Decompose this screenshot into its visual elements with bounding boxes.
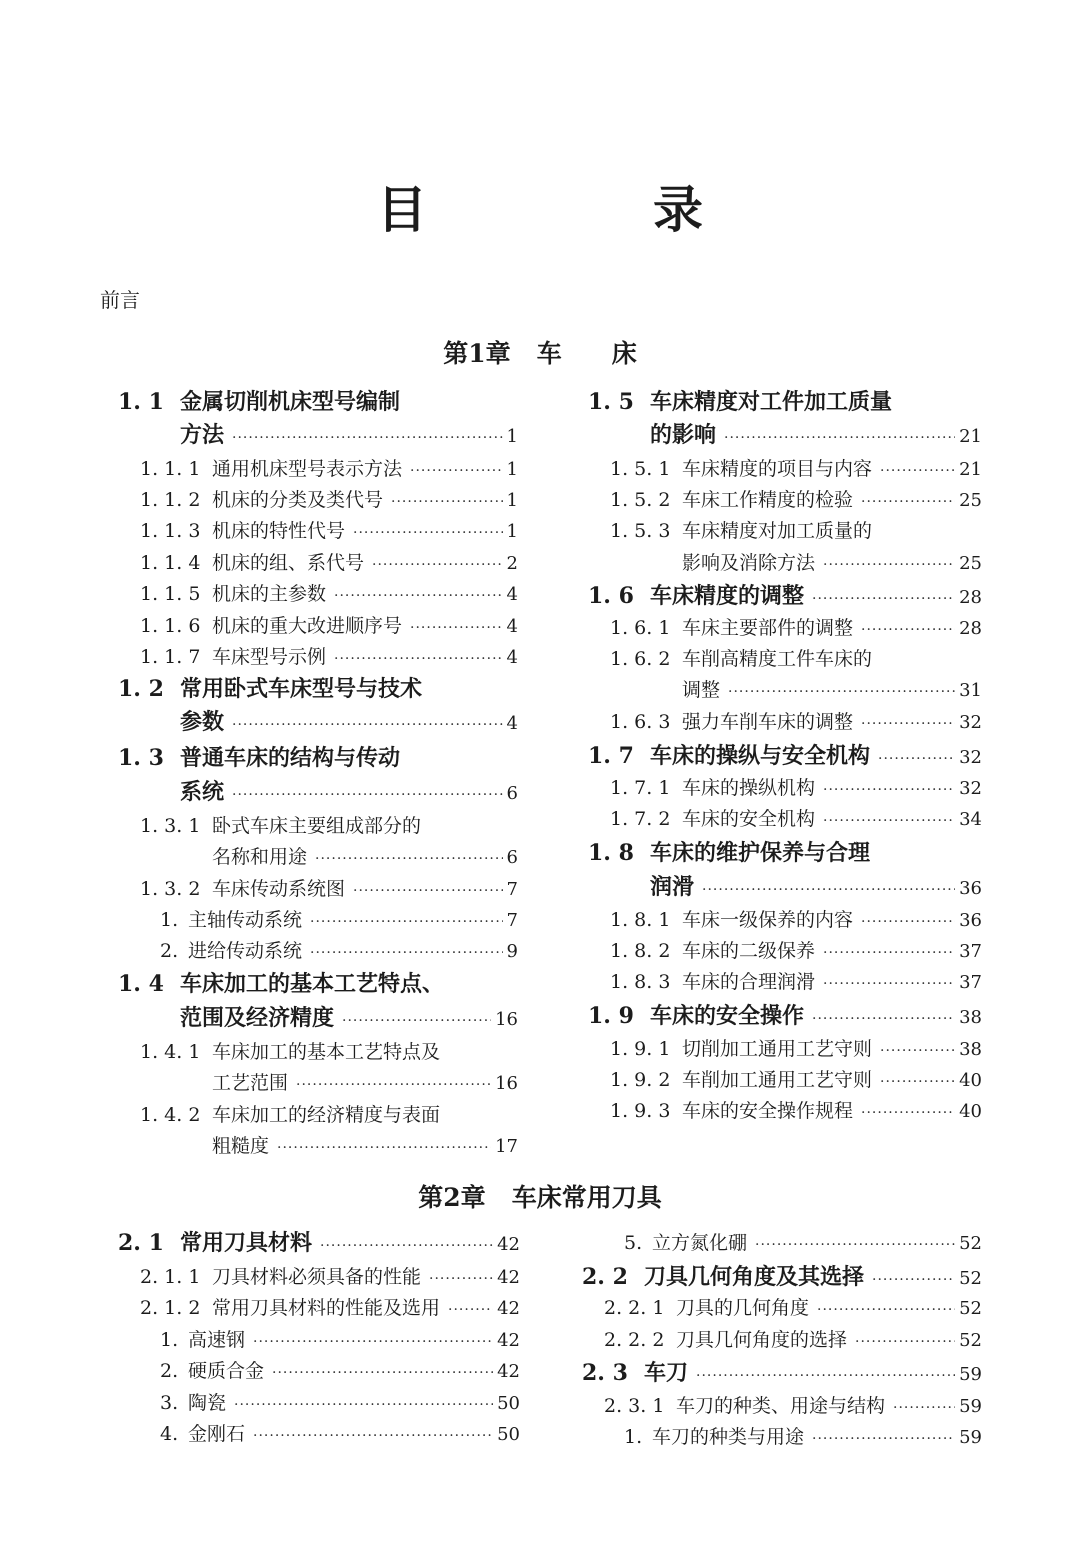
entry-number: 2. 1. 2 [140, 1297, 201, 1319]
dot-leader [372, 552, 503, 578]
entry-number: 2. 1. 1 [140, 1266, 201, 1288]
dot-leader [410, 615, 503, 641]
dot-leader [861, 1100, 955, 1126]
entry-title: 车床的合理润滑 [682, 971, 816, 993]
toc-entry[interactable] [160, 1358, 520, 1384]
dot-leader [702, 877, 955, 903]
entry-number: 1. 1. 7 [140, 646, 201, 668]
entry-number: 1. 2 [118, 676, 164, 702]
chapter-2-heading[interactable] [0, 1178, 1080, 1214]
dot-leader [334, 646, 503, 672]
entry-title: 车削加工通用工艺守则 [682, 1069, 873, 1091]
entry-number: 1. 7 [588, 743, 634, 769]
dot-leader [812, 586, 955, 612]
entry-number: 1. [624, 1426, 643, 1448]
entry-title: 强力车削车床的调整 [682, 711, 854, 733]
entry-number: 1. 1. 3 [140, 520, 201, 542]
entry-title: 机床的分类及类代号 [212, 489, 384, 511]
entry-number: 1. 5. 2 [610, 489, 671, 511]
dot-leader [817, 1297, 955, 1323]
entry-number: 1. 6. 1 [610, 617, 671, 639]
entry-title: 参数 [180, 710, 225, 735]
entry-number: 1. 5. 1 [610, 458, 671, 480]
entry-number: 1. 1 [118, 389, 164, 415]
dot-leader [277, 1135, 491, 1161]
page-number: 17 [495, 1136, 518, 1157]
dot-leader [448, 1297, 493, 1323]
entry-number: 1. [160, 909, 179, 931]
chapter-1-left-column [118, 389, 518, 1159]
page-number: 52 [959, 1298, 982, 1319]
dot-leader [755, 1232, 955, 1258]
toc-entry[interactable] [582, 1360, 982, 1386]
entry-title: 车床加工的经济精度与表面 [212, 1104, 441, 1126]
page-number: 42 [497, 1298, 520, 1319]
entry-title: 车床的安全机构 [682, 808, 816, 830]
toc-entry[interactable] [118, 389, 518, 415]
toc-entry[interactable] [212, 1070, 518, 1096]
dot-leader [234, 1392, 493, 1418]
toc-entry[interactable] [212, 1133, 518, 1159]
page-number: 40 [959, 1101, 982, 1122]
entry-number: 2. 3. 1 [604, 1395, 665, 1417]
entry-number: 1. 8 [588, 840, 634, 866]
page-number: 59 [959, 1427, 982, 1448]
page-number: 16 [495, 1073, 518, 1094]
toc-entry[interactable] [118, 676, 518, 702]
dot-leader [855, 1329, 955, 1355]
toc-entry[interactable] [140, 487, 518, 513]
toc-entry[interactable] [160, 1421, 520, 1447]
entry-title: 车刀的种类与用途 [652, 1426, 805, 1448]
entry-number: 2. 1 [118, 1230, 164, 1256]
entry-title: 车床精度的调整 [650, 584, 805, 609]
entry-title: 车床的安全操作规程 [682, 1100, 854, 1122]
toc-entry[interactable] [140, 581, 518, 607]
page-number: 42 [497, 1234, 520, 1255]
dot-leader [232, 782, 503, 808]
toc-entry[interactable] [610, 615, 982, 641]
dot-leader [861, 617, 955, 643]
toc-entry[interactable] [610, 969, 982, 995]
entry-number: 1. 3 [118, 745, 164, 771]
dot-leader [880, 1038, 955, 1064]
page-number: 1 [506, 426, 518, 447]
dot-leader [872, 1267, 955, 1293]
toc-entry[interactable] [604, 1327, 982, 1353]
chapter-2-right-column [582, 1230, 982, 1450]
entry-number: 1. 6 [588, 583, 634, 609]
toc-entry[interactable] [650, 875, 982, 901]
entry-number: 1. 9 [588, 1003, 634, 1029]
toc-entry[interactable] [140, 1264, 520, 1290]
entry-title: 车床工作精度的检验 [682, 489, 854, 511]
page-number: 42 [497, 1330, 520, 1351]
page-number: 34 [959, 809, 982, 830]
toc-entry[interactable] [610, 646, 982, 672]
entry-number: 1. [160, 1329, 179, 1351]
toc-entry[interactable] [624, 1230, 982, 1256]
toc-entry[interactable] [610, 1098, 982, 1124]
entry-number: 2. 3 [582, 1360, 628, 1386]
toc-entry[interactable] [180, 710, 518, 736]
entry-number: 2. [160, 1360, 179, 1382]
dot-leader [861, 711, 955, 737]
dot-leader [429, 1266, 493, 1292]
toc-entry[interactable] [650, 423, 982, 449]
entry-title: 刀具材料必须具备的性能 [212, 1266, 422, 1288]
toc-entry[interactable] [118, 745, 518, 771]
dot-leader [823, 552, 955, 578]
entry-title: 车床精度的项目与内容 [682, 458, 873, 480]
dot-leader [728, 679, 955, 705]
entry-title: 机床的重大改进顺序号 [212, 615, 403, 637]
dot-leader [823, 777, 955, 803]
toc-entry[interactable] [140, 813, 518, 839]
dot-leader [253, 1423, 493, 1449]
page-number: 52 [959, 1233, 982, 1254]
toc-entry[interactable] [180, 423, 518, 449]
entry-title: 范围及经济精度 [180, 1006, 335, 1031]
page-number: 50 [497, 1393, 520, 1414]
entry-number: 1. 7. 1 [610, 777, 671, 799]
page-number: 7 [506, 910, 518, 931]
toc-entry[interactable] [682, 677, 982, 703]
dot-leader [272, 1360, 493, 1386]
page-number: 52 [959, 1330, 982, 1351]
dot-leader [353, 878, 503, 904]
toc-entry[interactable] [160, 1390, 520, 1416]
page-number: 59 [959, 1396, 982, 1417]
toc-entry[interactable] [140, 644, 518, 670]
toc-entry[interactable] [610, 938, 982, 964]
chapter-1-right-column [588, 389, 982, 1129]
toc-entry[interactable] [588, 1003, 982, 1029]
page-number: 16 [495, 1009, 518, 1030]
entry-number: 1. 3. 1 [140, 815, 201, 837]
dot-leader [823, 808, 955, 834]
page-number: 42 [497, 1361, 520, 1382]
entry-number: 1. 9. 3 [610, 1100, 671, 1122]
page-number: 40 [959, 1070, 982, 1091]
entry-title: 进给传动系统 [188, 940, 303, 962]
entry-title: 车刀 [644, 1361, 689, 1386]
preface-entry[interactable]: 前言 [100, 288, 140, 312]
entry-title: 车床的维护保养与合理 [650, 841, 871, 866]
entry-number: 1. 6. 2 [610, 648, 671, 670]
dot-leader [880, 1069, 955, 1095]
entry-number: 1. 1. 5 [140, 583, 201, 605]
page-number: 31 [959, 680, 982, 701]
entry-number: 1. 6. 3 [610, 711, 671, 733]
toc-entry[interactable] [610, 775, 982, 801]
chapter-number: 第1章 [443, 339, 511, 368]
toc-entry[interactable] [610, 456, 982, 482]
page-number: 4 [506, 713, 518, 734]
toc-entry[interactable] [180, 1006, 518, 1032]
entry-title: 主轴传动系统 [188, 909, 303, 931]
dot-leader [232, 712, 503, 738]
dot-leader [410, 458, 503, 484]
entry-title: 车床精度对工件加工质量 [650, 390, 893, 415]
page-number: 52 [959, 1268, 982, 1289]
toc-entry[interactable] [610, 518, 982, 544]
page-number: 37 [959, 972, 982, 993]
chapter-2-left-column [118, 1230, 520, 1450]
chapter-title: 车床常用刀具 [511, 1183, 662, 1212]
toc-entry[interactable] [610, 709, 982, 735]
entry-number: 1. 8. 1 [610, 909, 671, 931]
entry-title: 方法 [180, 423, 225, 448]
entry-number: 3. [160, 1392, 179, 1414]
entry-title: 陶瓷 [188, 1392, 227, 1414]
entry-number: 1. 1. 1 [140, 458, 201, 480]
toc-entry[interactable] [604, 1295, 982, 1321]
entry-number: 2. [160, 940, 179, 962]
page-number: 28 [959, 587, 982, 608]
page-number: 1 [506, 459, 518, 480]
entry-title: 车床型号示例 [212, 646, 327, 668]
dot-leader [320, 1233, 493, 1259]
chapter-number: 第2章 [418, 1183, 486, 1212]
entry-title: 车床的操纵机构 [682, 777, 816, 799]
chapter-title: 车 床 [536, 339, 637, 368]
entry-title: 金刚石 [188, 1423, 246, 1445]
page-number: 32 [959, 712, 982, 733]
page-number: 25 [959, 553, 982, 574]
entry-title: 车床的安全操作 [650, 1004, 805, 1029]
dot-leader [232, 425, 503, 451]
toc-entry[interactable] [588, 743, 982, 769]
page-number: 36 [959, 878, 982, 899]
entry-number: 5. [624, 1232, 643, 1254]
toc-entry[interactable] [582, 1264, 982, 1290]
toc-entry[interactable] [140, 613, 518, 639]
entry-title: 车床主要部件的调整 [682, 617, 854, 639]
toc-entry[interactable] [624, 1424, 982, 1450]
toc-entry[interactable] [140, 550, 518, 576]
dot-leader [310, 940, 503, 966]
entry-title: 影响及消除方法 [682, 552, 816, 574]
toc-entry[interactable] [610, 806, 982, 832]
toc-entry[interactable] [212, 844, 518, 870]
entry-title: 粗糙度 [212, 1135, 270, 1157]
entry-number: 1. 9. 1 [610, 1038, 671, 1060]
entry-number: 1. 5 [588, 389, 634, 415]
page-number: 32 [959, 778, 982, 799]
toc-entry[interactable] [118, 971, 518, 997]
page-number: 21 [959, 426, 982, 447]
entry-title: 车床加工的基本工艺特点、 [180, 972, 445, 997]
toc-entry[interactable] [140, 518, 518, 544]
toc-entry[interactable] [160, 907, 518, 933]
entry-number: 2. 2. 2 [604, 1329, 665, 1351]
entry-title: 名称和用途 [212, 846, 308, 868]
entry-title: 金属切削机床型号编制 [180, 390, 401, 415]
toc-entry[interactable] [118, 1230, 520, 1256]
dot-leader [861, 489, 955, 515]
toc-entry[interactable] [610, 487, 982, 513]
entry-title: 立方氮化硼 [652, 1232, 748, 1254]
entry-title: 常用卧式车床型号与技术 [180, 677, 423, 702]
entry-title: 刀具的几何角度 [676, 1297, 810, 1319]
entry-title: 普通车床的结构与传动 [180, 746, 401, 771]
toc-entry[interactable] [140, 1102, 518, 1128]
page-number: 4 [506, 616, 518, 637]
dot-leader [724, 425, 955, 451]
entry-title: 机床的组、系代号 [212, 552, 365, 574]
toc-entry[interactable] [610, 907, 982, 933]
page-number: 7 [506, 879, 518, 900]
toc-entry[interactable] [610, 1067, 982, 1093]
entry-title: 机床的主参数 [212, 583, 327, 605]
dot-leader [696, 1363, 955, 1389]
entry-title: 硬质合金 [188, 1360, 265, 1382]
entry-title: 调整 [682, 679, 721, 701]
dot-leader [296, 1072, 491, 1098]
entry-number: 1. 4. 1 [140, 1041, 201, 1063]
page-number: 42 [497, 1267, 520, 1288]
page-number: 38 [959, 1007, 982, 1028]
entry-number: 1. 5. 3 [610, 520, 671, 542]
dot-leader [253, 1329, 493, 1355]
page-number: 28 [959, 618, 982, 639]
toc-entry[interactable] [140, 1039, 518, 1065]
page-number: 4 [506, 647, 518, 668]
entry-number: 1. 1. 4 [140, 552, 201, 574]
dot-leader [334, 583, 503, 609]
entry-title: 的影响 [650, 423, 717, 448]
entry-title: 车床精度对加工质量的 [682, 520, 873, 542]
entry-title: 车床一级保养的内容 [682, 909, 854, 931]
entry-title: 车削高精度工件车床的 [682, 648, 873, 670]
dot-leader [353, 520, 503, 546]
dot-leader [880, 458, 955, 484]
entry-title: 切削加工通用工艺守则 [682, 1038, 873, 1060]
page-number: 32 [959, 747, 982, 768]
page-title: 目 录 [377, 181, 791, 239]
toc-entry[interactable] [588, 840, 982, 866]
entry-title: 润滑 [650, 875, 695, 900]
toc-entry[interactable] [610, 1036, 982, 1062]
entry-title: 机床的特性代号 [212, 520, 346, 542]
toc-entry[interactable] [140, 1295, 520, 1321]
page-number: 4 [506, 584, 518, 605]
dot-leader [812, 1426, 955, 1452]
dot-leader [823, 971, 955, 997]
chapter-1-heading[interactable] [0, 334, 1080, 370]
entry-number: 1. 3. 2 [140, 878, 201, 900]
entry-title: 车刀的种类、用途与结构 [676, 1395, 886, 1417]
entry-number: 1. 1. 6 [140, 615, 201, 637]
entry-number: 1. 9. 2 [610, 1069, 671, 1091]
dot-leader [391, 489, 503, 515]
entry-title: 通用机床型号表示方法 [212, 458, 403, 480]
entry-title: 车床传动系统图 [212, 878, 346, 900]
entry-number: 1. 1. 2 [140, 489, 201, 511]
entry-title: 车床的操纵与安全机构 [650, 744, 871, 769]
entry-number: 1. 4 [118, 971, 164, 997]
dot-leader [812, 1006, 955, 1032]
dot-leader [878, 746, 955, 772]
page-number: 25 [959, 490, 982, 511]
toc-entry[interactable] [682, 550, 982, 576]
toc-entry[interactable] [180, 780, 518, 806]
toc-entry[interactable] [140, 456, 518, 482]
page-number: 1 [506, 490, 518, 511]
entry-title: 高速钢 [188, 1329, 246, 1351]
entry-number: 2. 2. 1 [604, 1297, 665, 1319]
dot-leader [315, 846, 503, 872]
page-number: 9 [506, 941, 518, 962]
page-number: 38 [959, 1039, 982, 1060]
entry-number: 1. 8. 3 [610, 971, 671, 993]
dot-leader [893, 1395, 955, 1421]
page-number: 21 [959, 459, 982, 480]
page-number: 6 [506, 847, 518, 868]
dot-leader [310, 909, 503, 935]
page-number: 36 [959, 910, 982, 931]
entry-title: 刀具几何角度及其选择 [644, 1265, 865, 1290]
entry-number: 1. 8. 2 [610, 940, 671, 962]
toc-entry[interactable] [604, 1393, 982, 1419]
toc-entry[interactable] [588, 389, 982, 415]
entry-number: 2. 2 [582, 1264, 628, 1290]
page-number: 2 [506, 553, 518, 574]
toc-entry[interactable] [160, 938, 518, 964]
entry-title: 卧式车床主要组成部分的 [212, 815, 422, 837]
toc-entry[interactable] [588, 583, 982, 609]
page-number: 6 [506, 783, 518, 804]
page-number: 50 [497, 1424, 520, 1445]
entry-number: 1. 4. 2 [140, 1104, 201, 1126]
dot-leader [823, 940, 955, 966]
page-number: 37 [959, 941, 982, 962]
entry-title: 常用刀具材料的性能及选用 [212, 1297, 441, 1319]
entry-title: 系统 [180, 780, 225, 805]
entry-title: 车床的二级保养 [682, 940, 816, 962]
toc-entry[interactable] [160, 1327, 520, 1353]
entry-title: 车床加工的基本工艺特点及 [212, 1041, 441, 1063]
entry-title: 常用刀具材料 [180, 1231, 313, 1256]
entry-title: 工艺范围 [212, 1072, 289, 1094]
dot-leader [342, 1008, 491, 1034]
page-number: 1 [506, 521, 518, 542]
entry-number: 1. 7. 2 [610, 808, 671, 830]
toc-entry[interactable] [140, 876, 518, 902]
entry-number: 4. [160, 1423, 179, 1445]
dot-leader [861, 909, 955, 935]
entry-title: 刀具几何角度的选择 [676, 1329, 848, 1351]
page-number: 59 [959, 1364, 982, 1385]
